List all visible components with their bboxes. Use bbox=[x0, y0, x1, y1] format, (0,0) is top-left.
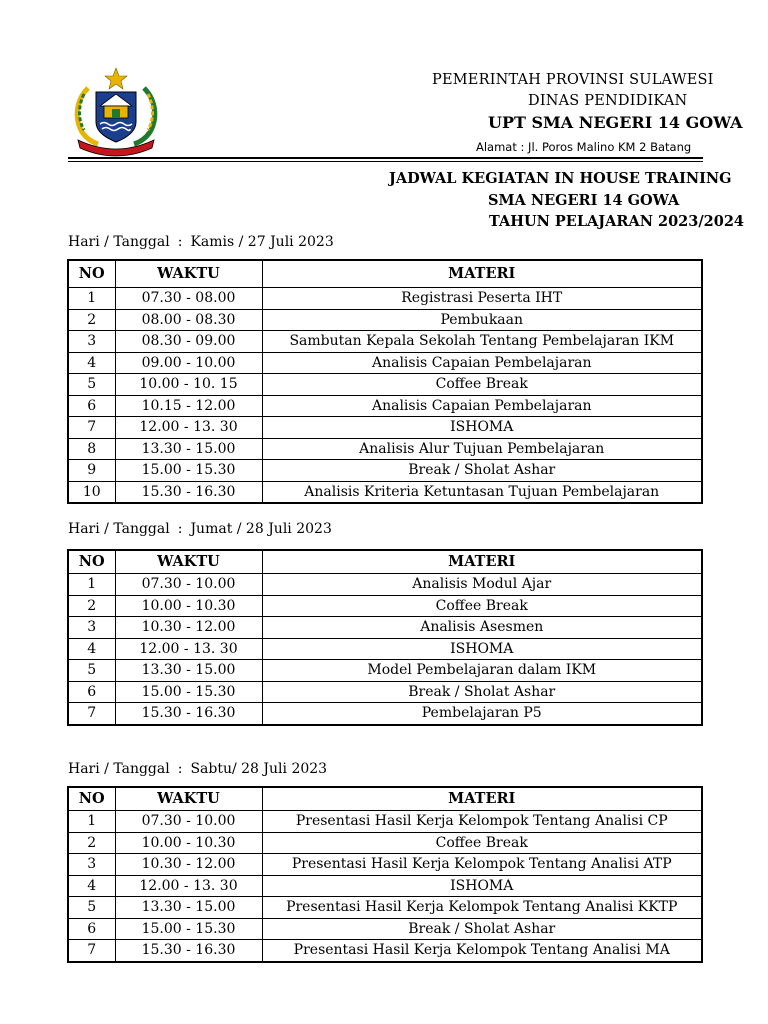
cell-waktu: 07.30 - 10.00 bbox=[115, 811, 262, 833]
schedule-table bbox=[67, 786, 703, 963]
cell-materi: Analisis Alur Tujuan Pembelajaran bbox=[262, 438, 702, 460]
cell-waktu: 10.00 - 10. 15 bbox=[115, 374, 262, 396]
cell-no: 3 bbox=[68, 854, 115, 876]
cell-waktu: 15.00 - 15.30 bbox=[115, 918, 262, 940]
cell-materi: Coffee Break bbox=[262, 374, 702, 396]
day-separator: : bbox=[177, 234, 183, 250]
table-header-row bbox=[68, 260, 702, 288]
document-title: JADWAL KEGIATAN IN HOUSE TRAINING bbox=[389, 170, 732, 187]
cell-waktu: 08.30 - 09.00 bbox=[115, 331, 262, 353]
schedule-table bbox=[67, 549, 703, 726]
column-header-waktu: WAKTU bbox=[115, 787, 262, 811]
column-header-no: NO bbox=[68, 787, 115, 811]
cell-waktu: 15.30 - 16.30 bbox=[115, 481, 262, 503]
schedule-table bbox=[67, 259, 703, 504]
cell-waktu: 10.00 - 10.30 bbox=[115, 832, 262, 854]
cell-waktu: 10.00 - 10.30 bbox=[115, 595, 262, 617]
cell-no: 3 bbox=[68, 331, 115, 353]
cell-waktu: 07.30 - 10.00 bbox=[115, 574, 262, 596]
school-address: Alamat : Jl. Poros Malino KM 2 Batang bbox=[476, 140, 692, 154]
day-separator: : bbox=[177, 761, 183, 777]
cell-no: 8 bbox=[68, 438, 115, 460]
table-row bbox=[68, 331, 702, 353]
cell-materi: Coffee Break bbox=[262, 832, 702, 854]
letterhead-divider-thin bbox=[68, 161, 703, 162]
cell-waktu: 09.00 - 10.00 bbox=[115, 352, 262, 374]
cell-materi: Analisis Asesmen bbox=[262, 617, 702, 639]
cell-materi: ISHOMA bbox=[262, 417, 702, 439]
table-row bbox=[68, 460, 702, 482]
cell-no: 5 bbox=[68, 660, 115, 682]
column-header-waktu: WAKTU bbox=[115, 550, 262, 574]
cell-no: 9 bbox=[68, 460, 115, 482]
table-row bbox=[68, 288, 702, 310]
cell-waktu: 15.30 - 16.30 bbox=[115, 940, 262, 962]
cell-waktu: 12.00 - 13. 30 bbox=[115, 875, 262, 897]
cell-materi: Pembelajaran P5 bbox=[262, 703, 702, 725]
table-row bbox=[68, 660, 702, 682]
table-row bbox=[68, 897, 702, 919]
table-row bbox=[68, 417, 702, 439]
table-row bbox=[68, 352, 702, 374]
school-name: UPT SMA NEGERI 14 GOWA bbox=[488, 113, 743, 132]
cell-no: 2 bbox=[68, 832, 115, 854]
table-header-row bbox=[68, 550, 702, 574]
table-row bbox=[68, 374, 702, 396]
cell-waktu: 13.30 - 15.00 bbox=[115, 438, 262, 460]
table-row bbox=[68, 438, 702, 460]
column-header-waktu: WAKTU bbox=[115, 260, 262, 288]
cell-no: 2 bbox=[68, 309, 115, 331]
cell-waktu: 12.00 - 13. 30 bbox=[115, 417, 262, 439]
cell-materi: Break / Sholat Ashar bbox=[262, 681, 702, 703]
cell-no: 1 bbox=[68, 288, 115, 310]
table-row bbox=[68, 875, 702, 897]
cell-materi: Analisis Capaian Pembelajaran bbox=[262, 352, 702, 374]
day-date: Kamis / 27 Juli 2023 bbox=[190, 234, 334, 250]
table-row bbox=[68, 703, 702, 725]
column-header-no: NO bbox=[68, 260, 115, 288]
cell-waktu: 15.00 - 15.30 bbox=[115, 460, 262, 482]
cell-no: 10 bbox=[68, 481, 115, 503]
column-header-no: NO bbox=[68, 550, 115, 574]
cell-materi: Analisis Modul Ajar bbox=[262, 574, 702, 596]
cell-no: 6 bbox=[68, 918, 115, 940]
table-row bbox=[68, 595, 702, 617]
table-row bbox=[68, 481, 702, 503]
cell-waktu: 07.30 - 08.00 bbox=[115, 288, 262, 310]
letterhead-divider-thick bbox=[68, 157, 703, 159]
cell-materi: Presentasi Hasil Kerja Kelompok Tentang Analisi ATP bbox=[262, 854, 702, 876]
day-label: Hari / Tanggal bbox=[68, 521, 170, 537]
day-label: Hari / Tanggal bbox=[68, 234, 170, 250]
day-heading bbox=[68, 761, 327, 777]
cell-no: 7 bbox=[68, 940, 115, 962]
cell-no: 4 bbox=[68, 352, 115, 374]
table-row bbox=[68, 617, 702, 639]
column-header-materi: MATERI bbox=[262, 550, 702, 574]
government-line: PEMERINTAH PROVINSI SULAWESI bbox=[432, 72, 714, 88]
column-header-materi: MATERI bbox=[262, 787, 702, 811]
cell-materi: Presentasi Hasil Kerja Kelompok Tentang Analisi MA bbox=[262, 940, 702, 962]
cell-no: 6 bbox=[68, 681, 115, 703]
cell-materi: Break / Sholat Ashar bbox=[262, 460, 702, 482]
table-row bbox=[68, 638, 702, 660]
cell-materi: Model Pembelajaran dalam IKM bbox=[262, 660, 702, 682]
cell-waktu: 13.30 - 15.00 bbox=[115, 660, 262, 682]
cell-materi: Presentasi Hasil Kerja Kelompok Tentang Analisi CP bbox=[262, 811, 702, 833]
cell-materi: Break / Sholat Ashar bbox=[262, 918, 702, 940]
cell-waktu: 08.00 - 08.30 bbox=[115, 309, 262, 331]
cell-no: 3 bbox=[68, 617, 115, 639]
cell-waktu: 10.15 - 12.00 bbox=[115, 395, 262, 417]
cell-materi: Sambutan Kepala Sekolah Tentang Pembelajaran IKM bbox=[262, 331, 702, 353]
cell-no: 7 bbox=[68, 703, 115, 725]
cell-materi: Pembukaan bbox=[262, 309, 702, 331]
cell-no: 4 bbox=[68, 875, 115, 897]
cell-materi: Presentasi Hasil Kerja Kelompok Tentang Analisi KKTP bbox=[262, 897, 702, 919]
table-row bbox=[68, 681, 702, 703]
table-row bbox=[68, 395, 702, 417]
cell-no: 5 bbox=[68, 374, 115, 396]
cell-no: 1 bbox=[68, 811, 115, 833]
cell-waktu: 15.30 - 16.30 bbox=[115, 703, 262, 725]
cell-waktu: 10.30 - 12.00 bbox=[115, 854, 262, 876]
cell-waktu: 12.00 - 13. 30 bbox=[115, 638, 262, 660]
cell-materi: Registrasi Peserta IHT bbox=[262, 288, 702, 310]
cell-no: 7 bbox=[68, 417, 115, 439]
cell-waktu: 15.00 - 15.30 bbox=[115, 681, 262, 703]
table-row bbox=[68, 832, 702, 854]
table-row bbox=[68, 574, 702, 596]
cell-materi: Coffee Break bbox=[262, 595, 702, 617]
day-date: Sabtu/ 28 Juli 2023 bbox=[190, 761, 328, 777]
department-line: DINAS PENDIDIKAN bbox=[528, 93, 688, 109]
column-header-materi: MATERI bbox=[262, 260, 702, 288]
document-subtitle-year: TAHUN PELAJARAN 2023/2024 bbox=[489, 213, 745, 230]
day-label: Hari / Tanggal bbox=[68, 761, 170, 777]
cell-no: 4 bbox=[68, 638, 115, 660]
table-row bbox=[68, 309, 702, 331]
cell-no: 1 bbox=[68, 574, 115, 596]
cell-materi: Analisis Kriteria Ketuntasan Tujuan Pembelajaran bbox=[262, 481, 702, 503]
cell-no: 2 bbox=[68, 595, 115, 617]
cell-waktu: 13.30 - 15.00 bbox=[115, 897, 262, 919]
day-heading bbox=[68, 234, 334, 250]
document-subtitle-school: SMA NEGERI 14 GOWA bbox=[488, 192, 680, 209]
table-header-row bbox=[68, 787, 702, 811]
day-heading bbox=[68, 521, 332, 537]
table-row bbox=[68, 918, 702, 940]
table-row bbox=[68, 811, 702, 833]
cell-materi: ISHOMA bbox=[262, 638, 702, 660]
cell-no: 6 bbox=[68, 395, 115, 417]
day-separator: : bbox=[177, 521, 183, 537]
cell-waktu: 10.30 - 12.00 bbox=[115, 617, 262, 639]
cell-materi: Analisis Capaian Pembelajaran bbox=[262, 395, 702, 417]
cell-materi: ISHOMA bbox=[262, 875, 702, 897]
table-row bbox=[68, 854, 702, 876]
provincial-emblem-icon bbox=[68, 66, 164, 158]
day-date: Jumat / 28 Juli 2023 bbox=[190, 521, 332, 537]
cell-no: 5 bbox=[68, 897, 115, 919]
table-row bbox=[68, 940, 702, 962]
